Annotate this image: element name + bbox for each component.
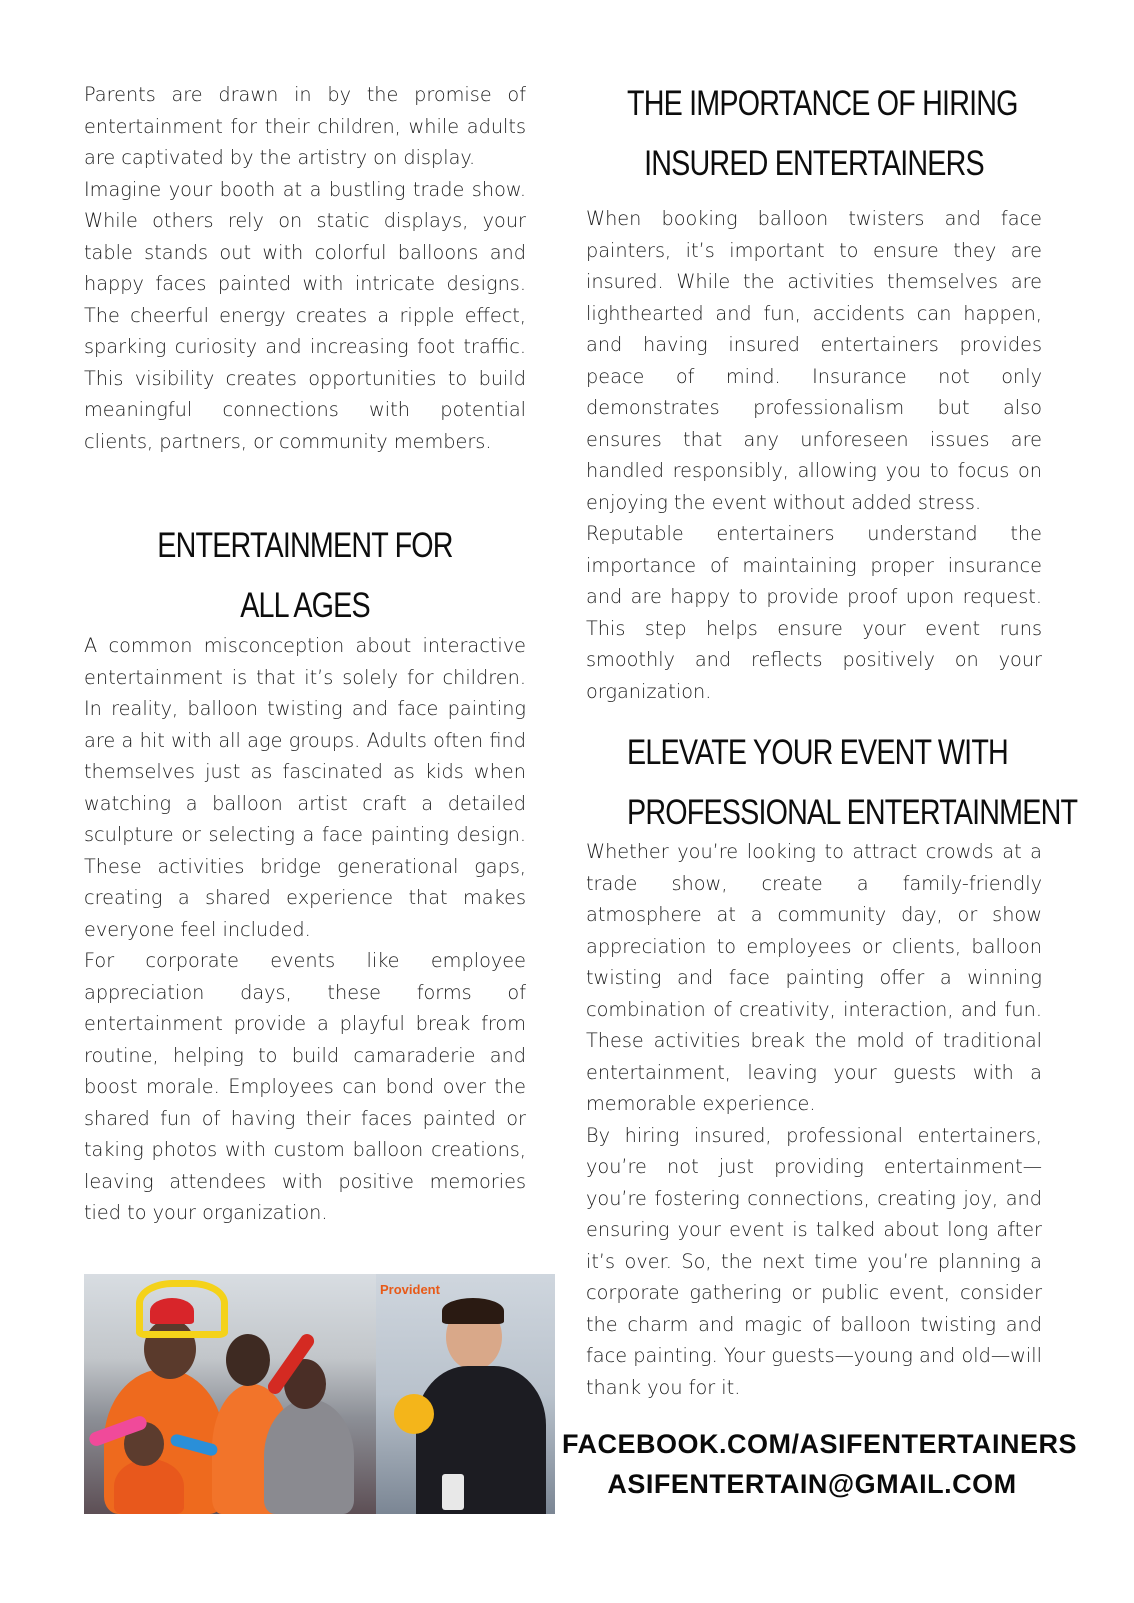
heading-all-ages-line-1: ENTERTAINMENT FOR xyxy=(157,526,453,565)
intro-paragraph-1: Parents are drawn in by the promise of entertainment for their children, while adults are captivated by the artistry on display. xyxy=(84,83,526,169)
heading-insured-line-2: INSURED ENTERTAINERS xyxy=(644,144,984,183)
intro-paragraph-2: Imagine your booth at a bustling trade show. While others rely on static displays, your table stands out with colorful balloons and happy faces painted with intricate designs. The cheerful energy creates a ripple effect, sparking curiosity and increasing foot traffic. This visibility creates opportunities to build meaningful connections with potential clients, partners, or community members. xyxy=(84,177,526,453)
photo-entertainer-scene xyxy=(376,1274,555,1514)
heading-insured-line-1: THE IMPORTANCE OF HIRING xyxy=(627,84,1018,123)
heading-all-ages-line-2: ALL AGES xyxy=(240,586,370,625)
photo-kids-scene xyxy=(84,1274,376,1514)
photo-logo-text: Provident xyxy=(380,1282,440,1297)
facebook-link[interactable]: FACEBOOK.COM/ASIFENTERTAINERS xyxy=(562,1429,1078,1459)
all-ages-paragraph-2: For corporate events like employee appreciation days, these forms of entertainment provide a playful break from routine, helping to build camaraderie and boost morale. Employees can bond over the shared fun of having their faces painted or taking photos with custom balloon creations, leaving attendees with positive memories tied to your organization. xyxy=(84,949,526,1224)
heading-elevate-line-2: PROFESSIONAL ENTERTAINMENT xyxy=(627,793,1078,832)
email-link[interactable]: ASIFENTERTAIN@GMAIL.COM xyxy=(607,1469,1017,1499)
all-ages-paragraph-1: A common misconception about interactive entertainment is that it’s solely for children. In reality, balloon twisting and face painting are a hit with all age groups. Adults often find themselves just as fascinated as kids when watching a balloon artist craft a detailed sculpture or selecting a face painting design. These activities bridge generational gaps, creating a shared experience that makes everyone feel included. xyxy=(84,634,526,941)
section-elevate xyxy=(586,723,1078,843)
elevate-paragraph-2: By hiring insured, professional entertainers, you’re not just providing entertainment—you’re fostering connections, creating joy, and ensuring your event is talked about long after it’s over. So, the next time you’re planning a corporate gathering or public event, consider the charm and magic of balloon twisting and face painting. Your guests—young and old—will thank you for it. xyxy=(586,1123,1042,1399)
section-all-ages xyxy=(84,516,526,636)
elevate-paragraph-1: Whether you’re looking to attract crowds at a trade show, create a family-friendly atmosphere at a community day, or show appreciation to employees or clients, balloon twisting and face painting offer a winning combination of creativity, interaction, and fun. These activities break the mold of traditional entertainment, leaving your guests with a memorable experience. xyxy=(586,840,1042,1115)
heading-elevate-line-1: ELEVATE YOUR EVENT WITH xyxy=(627,733,1008,772)
section-insured xyxy=(586,74,1042,194)
insured-paragraph-2: Reputable entertainers understand the importance of maintaining proper insurance and are happy to provide proof upon request. This step helps ensure your event runs smoothly and reflects positively on your organization. xyxy=(586,522,1042,703)
event-photo xyxy=(84,1274,555,1514)
insured-paragraph-1: When booking balloon twisters and face painters, it’s important to ensure they are insured. While the activities themselves are lighthearted and fun, accidents can happen, and having insured entertainers provides peace of mind. Insurance not only demonstrates professionalism but also ensures that any unforeseen issues are handled responsibly, allowing you to focus on enjoying the event without added stress. xyxy=(586,207,1042,514)
